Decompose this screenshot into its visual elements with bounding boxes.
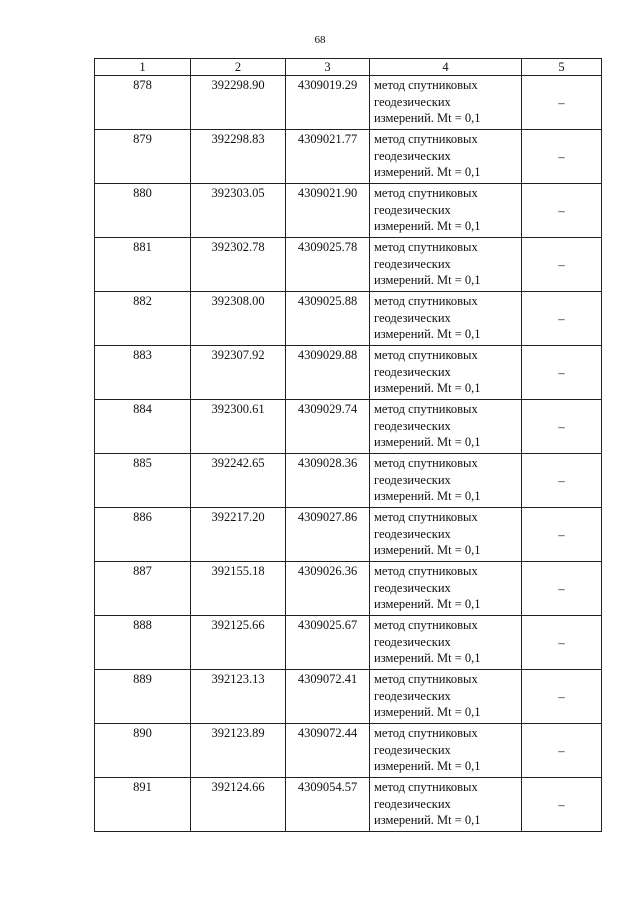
method-line: метод спутниковых <box>374 510 478 524</box>
x-coordinate-cell: 392123.13 <box>191 670 286 724</box>
y-coordinate-cell: 4309072.44 <box>286 724 370 778</box>
method-line: измерений. Mt = 0,1 <box>374 327 481 341</box>
y-coordinate-cell: 4309072.41 <box>286 670 370 724</box>
y-coordinate-cell: 4309025.67 <box>286 616 370 670</box>
method-cell <box>370 346 522 400</box>
table-body <box>95 76 602 832</box>
note-cell: – <box>522 562 602 616</box>
x-coordinate-cell: 392155.18 <box>191 562 286 616</box>
note-cell: – <box>522 724 602 778</box>
note-cell: – <box>522 616 602 670</box>
y-coordinate-cell: 4309025.88 <box>286 292 370 346</box>
point-number-cell: 879 <box>95 130 191 184</box>
x-coordinate-cell: 392242.65 <box>191 454 286 508</box>
point-number-cell: 880 <box>95 184 191 238</box>
table-row <box>95 238 602 292</box>
method-line: измерений. Mt = 0,1 <box>374 543 481 557</box>
method-cell <box>370 400 522 454</box>
method-cell <box>370 778 522 832</box>
method-line: геодезических <box>374 796 451 811</box>
header-col-4: 4 <box>370 59 522 76</box>
method-line: метод спутниковых <box>374 618 478 632</box>
point-number-cell: 885 <box>95 454 191 508</box>
header-col-3: 3 <box>286 59 370 76</box>
point-number-cell: 881 <box>95 238 191 292</box>
method-line: геодезических <box>374 310 451 325</box>
x-coordinate-cell: 392124.66 <box>191 778 286 832</box>
table-header <box>95 59 602 76</box>
x-coordinate-cell: 392303.05 <box>191 184 286 238</box>
note-cell: – <box>522 130 602 184</box>
method-line: измерений. Mt = 0,1 <box>374 165 481 179</box>
method-cell <box>370 670 522 724</box>
table-row <box>95 778 602 832</box>
note-cell: – <box>522 76 602 130</box>
note-cell: – <box>522 454 602 508</box>
y-coordinate-cell: 4309029.88 <box>286 346 370 400</box>
point-number-cell: 882 <box>95 292 191 346</box>
table-row <box>95 76 602 130</box>
table-row <box>95 346 602 400</box>
header-col-1: 1 <box>95 59 191 76</box>
coordinates-table <box>94 58 602 832</box>
method-line: измерений. Mt = 0,1 <box>374 759 481 773</box>
method-line: метод спутниковых <box>374 780 478 794</box>
x-coordinate-cell: 392298.90 <box>191 76 286 130</box>
method-cell <box>370 130 522 184</box>
method-line: измерений. Mt = 0,1 <box>374 489 481 503</box>
note-cell: – <box>522 292 602 346</box>
y-coordinate-cell: 4309025.78 <box>286 238 370 292</box>
method-line: геодезических <box>374 256 451 271</box>
method-line: геодезических <box>374 202 451 217</box>
table-row <box>95 508 602 562</box>
method-line: метод спутниковых <box>374 402 478 416</box>
x-coordinate-cell: 392308.00 <box>191 292 286 346</box>
point-number-cell: 887 <box>95 562 191 616</box>
method-cell <box>370 454 522 508</box>
method-line: измерений. Mt = 0,1 <box>374 597 481 611</box>
header-row <box>95 59 602 76</box>
table-row <box>95 616 602 670</box>
x-coordinate-cell: 392302.78 <box>191 238 286 292</box>
y-coordinate-cell: 4309021.90 <box>286 184 370 238</box>
table-row <box>95 184 602 238</box>
method-line: геодезических <box>374 472 451 487</box>
method-cell <box>370 238 522 292</box>
x-coordinate-cell: 392298.83 <box>191 130 286 184</box>
method-cell <box>370 76 522 130</box>
y-coordinate-cell: 4309029.74 <box>286 400 370 454</box>
method-line: геодезических <box>374 364 451 379</box>
method-line: измерений. Mt = 0,1 <box>374 435 481 449</box>
table-row <box>95 454 602 508</box>
point-number-cell: 890 <box>95 724 191 778</box>
y-coordinate-cell: 4309019.29 <box>286 76 370 130</box>
method-line: измерений. Mt = 0,1 <box>374 705 481 719</box>
note-cell: – <box>522 778 602 832</box>
method-line: метод спутниковых <box>374 348 478 362</box>
note-cell: – <box>522 184 602 238</box>
table-row <box>95 724 602 778</box>
point-number-cell: 888 <box>95 616 191 670</box>
method-line: измерений. Mt = 0,1 <box>374 813 481 827</box>
method-line: геодезических <box>374 742 451 757</box>
header-col-5: 5 <box>522 59 602 76</box>
y-coordinate-cell: 4309021.77 <box>286 130 370 184</box>
method-line: геодезических <box>374 580 451 595</box>
method-line: геодезических <box>374 526 451 541</box>
method-cell <box>370 616 522 670</box>
table-row <box>95 562 602 616</box>
method-line: метод спутниковых <box>374 186 478 200</box>
table-row <box>95 400 602 454</box>
point-number-cell: 886 <box>95 508 191 562</box>
method-line: метод спутниковых <box>374 672 478 686</box>
method-line: метод спутниковых <box>374 456 478 470</box>
method-line: измерений. Mt = 0,1 <box>374 219 481 233</box>
method-line: геодезических <box>374 148 451 163</box>
method-line: измерений. Mt = 0,1 <box>374 111 481 125</box>
point-number-cell: 883 <box>95 346 191 400</box>
method-line: измерений. Mt = 0,1 <box>374 381 481 395</box>
page-number: 68 <box>314 34 326 46</box>
x-coordinate-cell: 392125.66 <box>191 616 286 670</box>
method-line: геодезических <box>374 418 451 433</box>
method-line: метод спутниковых <box>374 240 478 254</box>
point-number-cell: 891 <box>95 778 191 832</box>
x-coordinate-cell: 392307.92 <box>191 346 286 400</box>
y-coordinate-cell: 4309054.57 <box>286 778 370 832</box>
method-line: метод спутниковых <box>374 78 478 92</box>
note-cell: – <box>522 238 602 292</box>
method-cell <box>370 508 522 562</box>
method-line: метод спутниковых <box>374 726 478 740</box>
point-number-cell: 878 <box>95 76 191 130</box>
table-row <box>95 670 602 724</box>
method-line: измерений. Mt = 0,1 <box>374 273 481 287</box>
x-coordinate-cell: 392123.89 <box>191 724 286 778</box>
method-line: геодезических <box>374 94 451 109</box>
method-line: метод спутниковых <box>374 132 478 146</box>
x-coordinate-cell: 392300.61 <box>191 400 286 454</box>
method-cell <box>370 292 522 346</box>
table-row <box>95 292 602 346</box>
note-cell: – <box>522 346 602 400</box>
method-line: геодезических <box>374 634 451 649</box>
y-coordinate-cell: 4309027.86 <box>286 508 370 562</box>
point-number-cell: 889 <box>95 670 191 724</box>
table-row <box>95 130 602 184</box>
y-coordinate-cell: 4309028.36 <box>286 454 370 508</box>
x-coordinate-cell: 392217.20 <box>191 508 286 562</box>
y-coordinate-cell: 4309026.36 <box>286 562 370 616</box>
method-line: метод спутниковых <box>374 294 478 308</box>
note-cell: – <box>522 508 602 562</box>
method-line: геодезических <box>374 688 451 703</box>
method-cell <box>370 184 522 238</box>
method-cell <box>370 724 522 778</box>
note-cell: – <box>522 400 602 454</box>
header-col-2: 2 <box>191 59 286 76</box>
method-line: измерений. Mt = 0,1 <box>374 651 481 665</box>
method-cell <box>370 562 522 616</box>
point-number-cell: 884 <box>95 400 191 454</box>
note-cell: – <box>522 670 602 724</box>
method-line: метод спутниковых <box>374 564 478 578</box>
